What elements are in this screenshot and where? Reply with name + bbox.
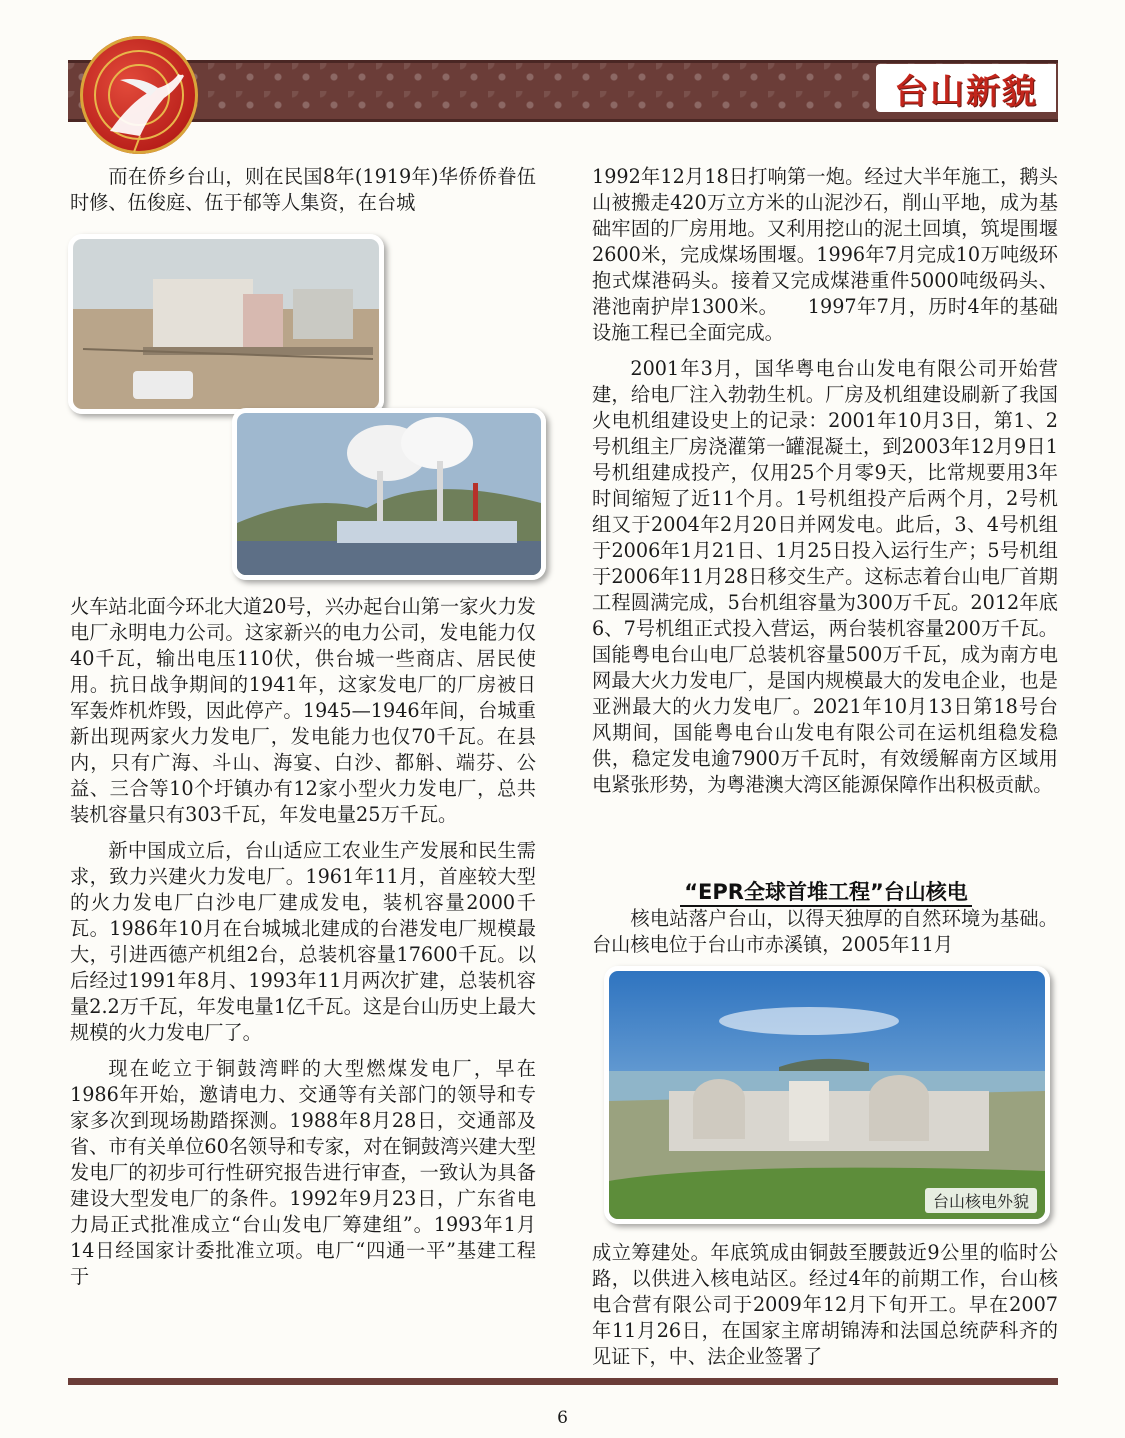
coal-power-plant-photo bbox=[232, 408, 546, 580]
paragraph: 核电站落户台山，以得天独厚的自然环境为基础。台山核电位于台山市赤溪镇，2005年11月 bbox=[592, 907, 1058, 956]
crane-emblem-icon bbox=[80, 36, 198, 154]
paragraph: 火车站北面今环北大道20号，兴办起台山第一家火力发电厂永明电力公司。这家新兴的电力公司，发电能力仅40千瓦，输出电压110伏，供台城一些商店、居民使用。抗日战争期间的1941年，这家发电厂的厂房被日军轰炸机炸毁，因此停产。1945—1946年间，台城重新出现两家火力发电厂，发电能力也仅70千瓦。在县内，只有广海、斗山、海宴、白沙、都斛、端芬、公益、三合等10个圩镇办有12家小型火力发电厂，总共装机容量只有303千瓦，年发电量25万千瓦。 bbox=[70, 595, 536, 826]
paragraph: 现在屹立于铜鼓湾畔的大型燃煤发电厂，早在1986年开始，邀请电力、交通等有关部门的领导和专家多次到现场勘踏探测。1988年8月28日，交通部及省、市有关单位60名领导和专家，对在铜鼓湾兴建大型发电厂的初步可行性研究报告进行审查，一致认为具备建设大型发电厂的条件。1992年9月23日，广东省电力局正式批准成立“台山发电厂筹建组”。1993年1月14日经国家计委批准立项。电厂“四通一平”基建工程于 bbox=[70, 1057, 536, 1288]
footer-rule bbox=[68, 1378, 1058, 1385]
right-column-body bbox=[592, 164, 1058, 798]
right-column-nuclear-body bbox=[592, 1240, 1058, 1370]
section-banner bbox=[876, 64, 1056, 112]
left-column-body bbox=[70, 594, 536, 1290]
right-column-nuclear-intro bbox=[592, 906, 1058, 958]
old-power-plant-photo bbox=[68, 234, 384, 414]
nuclear-plant-photo bbox=[604, 966, 1050, 1224]
left-column-intro bbox=[70, 164, 536, 216]
paragraph: 1992年12月18日打响第一炮。经过大半年施工，鹅头山被搬走420万立方米的山泥沙石，削山平地，成为基础牢固的厂房用地。又利用挖山的泥土回填，筑堤围堰2600米，完成煤场围堰。1996年7月完成10万吨级环抱式煤港码头。接着又完成煤港重件5000吨级码头、港池南护岸1300米。 1997年7月，历时4年的基础设施工程已全面完成。 bbox=[592, 165, 1058, 344]
section-heading: “EPR全球首堆工程”台山核电 bbox=[596, 876, 1056, 906]
paragraph: 而在侨乡台山，则在民国8年(1919年)华侨侨眷伍时修、伍俊庭、伍于郁等人集资，在台城 bbox=[70, 165, 536, 214]
paragraph: 2001年3月，国华粤电台山发电有限公司开始营建，给电厂注入勃勃生机。厂房及机组建设刷新了我国火电机组建设史上的记录：2001年10月3日，第1、2号机组主厂房浇灌第一罐混凝土，到2003年12月9日1号机组建成投产，仅用25个月零9天，比常规要用3年时间缩短了近11个月。1号机组投产后两个月，2号机组又于2004年2月20日并网发电。此后，3、4号机组于2006年1月21日、1月25日投入运行生产；5号机组于2006年11月28日移交生产。这标志着台山电厂首期工程圆满完成，5台机组容量为300万千瓦。2012年底6、7号机组正式投入营运，两台装机容量200万千瓦。国能粤电台山电厂总装机容量500万千瓦，成为南方电网最大火力发电厂，是国内规模最大的发电企业，也是亚洲最大的火力发电厂。2021年10月13日第18号台风期间，国能粤电台山发电有限公司在运机组稳发稳供，稳定发电逾7900万千瓦时，有效缓解南方区域用电紧张形势，为粤港澳大湾区能源保障作出积极贡献。 bbox=[592, 357, 1058, 796]
page-number: 6 bbox=[557, 1408, 568, 1428]
paragraph: 成立筹建处。年底筑成由铜鼓至腰鼓近9公里的临时公路，以供进入核电站区。经过4年的前期工作，台山核电合营有限公司于2009年12月下旬开工。早在2007年11月26日，在国家主席胡锦涛和法国总统萨科齐的见证下，中、法企业签署了 bbox=[592, 1241, 1058, 1368]
photo-caption: 台山核电外貌 bbox=[925, 1188, 1037, 1213]
section-title: 台山新貌 bbox=[894, 71, 1038, 112]
paragraph: 新中国成立后，台山适应工农业生产发展和民生需求，致力兴建火力发电厂。1961年11月，首座较大型的火力发电厂白沙电厂建成发电，装机容量2000千瓦。1986年10月在台城城北建成的台港发电厂规模最大，引进西德产机组2台，总装机容量17600千瓦。以后经过1991年8月、1993年11月两次扩建，总装机容量2.2万千瓦，年发电量1亿千瓦。这是台山历史上最大规模的火力发电厂了。 bbox=[70, 839, 536, 1044]
